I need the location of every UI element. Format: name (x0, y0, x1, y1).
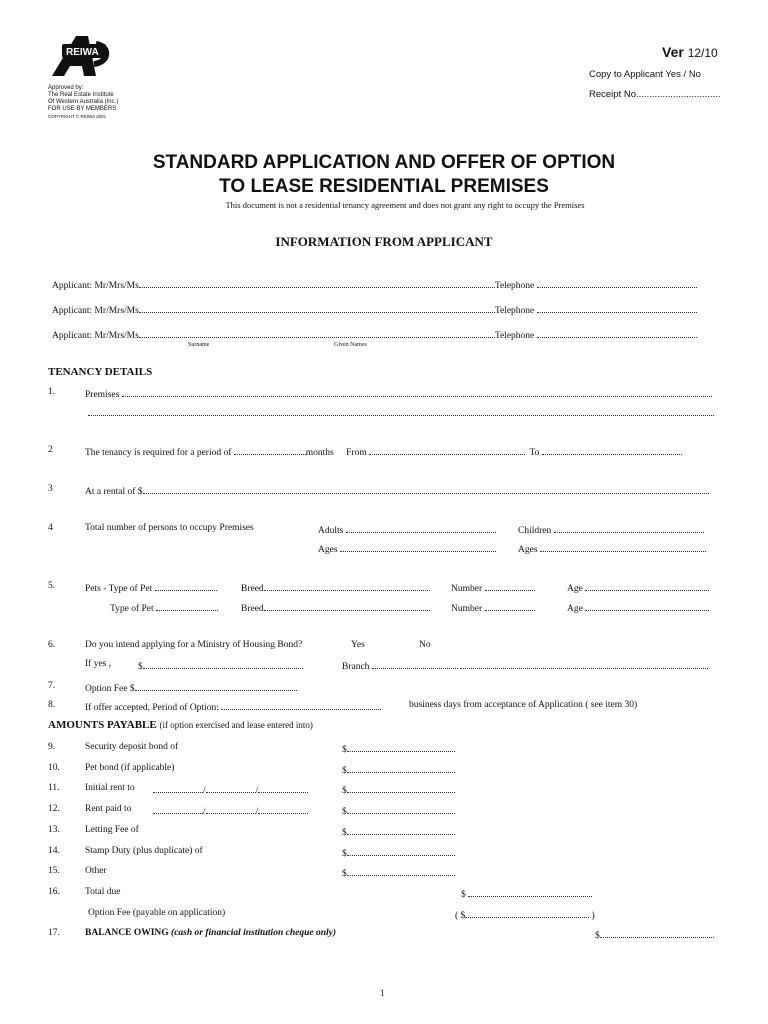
page-number: 1 (380, 988, 385, 998)
item-6-num: 6. (48, 640, 56, 650)
pet-age-2: Age (567, 601, 709, 614)
premises-row-2 (88, 406, 714, 419)
business-days-text: business days from acceptance of Application ( see item 30) (409, 700, 638, 710)
item-1-num: 1. (48, 387, 56, 397)
item-9-num: 9. (48, 742, 56, 752)
pet-bond-amount: $ (342, 763, 455, 776)
persons-label: Total number of persons to occupy Premises (85, 523, 254, 533)
pet-number-2: Number (451, 601, 535, 614)
pet-number-1: Number (451, 581, 535, 594)
rent-paid-amount: $ (342, 804, 455, 817)
reiwa-logo (48, 36, 110, 82)
branch-field: Branch (342, 659, 708, 672)
children-field: Children (518, 523, 704, 536)
bond-no-option[interactable]: No (419, 640, 431, 650)
rental-row: At a rental of $ (85, 484, 709, 497)
option-fee-application-label: Option Fee (payable on application) (88, 908, 226, 918)
title-line1: STANDARD APPLICATION AND OFFER OF OPTION (152, 152, 616, 173)
period-row: The tenancy is required for a period of months From To (85, 445, 682, 458)
tenancy-heading: TENANCY DETAILS (48, 366, 153, 378)
if-yes-label: If yes , (85, 659, 112, 669)
stamp-duty-amount: $ (342, 846, 455, 859)
item-17-num: 17. (48, 928, 60, 938)
item-3-num: 3 (48, 484, 53, 494)
item-7-num: 7. (48, 681, 56, 691)
applicant-row-1: Applicant: Mr/Mrs/Ms Telephone (52, 278, 697, 291)
rent-paid-label: Rent paid to (85, 804, 132, 814)
pet-bond-label: Pet bond (if applicable) (85, 763, 175, 773)
bond-amount-field: $ (138, 659, 303, 672)
children-ages-field: Ages (518, 542, 706, 555)
item-2-num: 2 (48, 445, 53, 455)
adult-ages-field: Ages (318, 542, 496, 555)
given-names-caption: Given Names (334, 342, 367, 348)
item-10-num: 10. (48, 763, 60, 773)
option-period-field: If offer accepted, Period of Option: (85, 700, 381, 713)
item-15-num: 15. (48, 866, 60, 876)
item-8-num: 8. (48, 700, 56, 710)
letting-fee-label: Letting Fee of (85, 825, 139, 835)
applicant-row-2: Applicant: Mr/Mrs/Ms Telephone (52, 303, 697, 316)
copy-to-applicant: Copy to Applicant Yes / No (589, 69, 701, 80)
security-bond-label: Security deposit bond of (85, 742, 179, 752)
initial-rent-label: Initial rent to (85, 783, 135, 793)
initial-rent-date: / / (153, 783, 308, 796)
letting-fee-amount: $ (342, 825, 455, 838)
security-bond-amount: $ (342, 742, 455, 755)
item-11-num: 11. (48, 783, 60, 793)
receipt-no: Receipt No................................ (589, 89, 721, 100)
pet-type-2: Type of Pet (110, 601, 218, 614)
premises-row: Premises (85, 387, 712, 400)
option-fee-field: Option Fee $ (85, 681, 297, 694)
adults-field: Adults (318, 523, 496, 536)
pet-breed-1: Breed (241, 581, 430, 594)
bond-question: Do you intend applying for a Ministry of Housing Bond? (85, 640, 303, 650)
amounts-heading: AMOUNTS PAYABLE (if option exercised and lease entered into) (48, 719, 313, 731)
item-13-num: 13. (48, 825, 60, 835)
version-label: Ver 12/10 (662, 44, 718, 60)
total-due-amount: $ (461, 887, 592, 900)
balance-owing-amount: $ (595, 928, 714, 941)
total-due-label: Total due (85, 887, 121, 897)
section-applicant-heading: INFORMATION FROM APPLICANT (275, 234, 493, 249)
item-12-num: 12. (48, 804, 60, 814)
logo-brand-text: REIWA (66, 47, 99, 58)
applicant-row-3: Applicant: Mr/Mrs/Ms Telephone (52, 328, 697, 341)
disclaimer: This document is not a residential tenancy agreement and does not grant any right to occupy the Premises (225, 200, 585, 210)
logo-approval-text: Approved by: The Real Estate Institute Of Western Australia (Inc.) FOR USE BY MEMBERS COPYRIGHT © REIWA 2001 (48, 85, 119, 119)
pet-breed-2: Breed (241, 601, 430, 614)
option-fee-application-amount: ( $ ) (455, 908, 595, 921)
other-label: Other (85, 866, 107, 876)
pet-age-1: Age (567, 581, 709, 594)
stamp-duty-label: Stamp Duty (plus duplicate) of (85, 846, 203, 856)
balance-owing-label: BALANCE OWING (cash or financial institution cheque only) (85, 928, 336, 938)
bond-yes-option[interactable]: Yes (351, 640, 365, 650)
initial-rent-amount: $ (342, 783, 455, 796)
pet-type-1: Pets - Type of Pet (85, 581, 217, 594)
other-amount: $ (342, 866, 455, 879)
item-5-num: 5. (48, 581, 56, 591)
item-14-num: 14. (48, 846, 60, 856)
item-16-num: 16. (48, 887, 60, 897)
surname-caption: Surname (188, 342, 210, 348)
rent-paid-date: / / (153, 804, 308, 817)
item-4-num: 4 (48, 523, 53, 533)
title-line2: TO LEASE RESIDENTIAL PREMISES (219, 176, 549, 197)
